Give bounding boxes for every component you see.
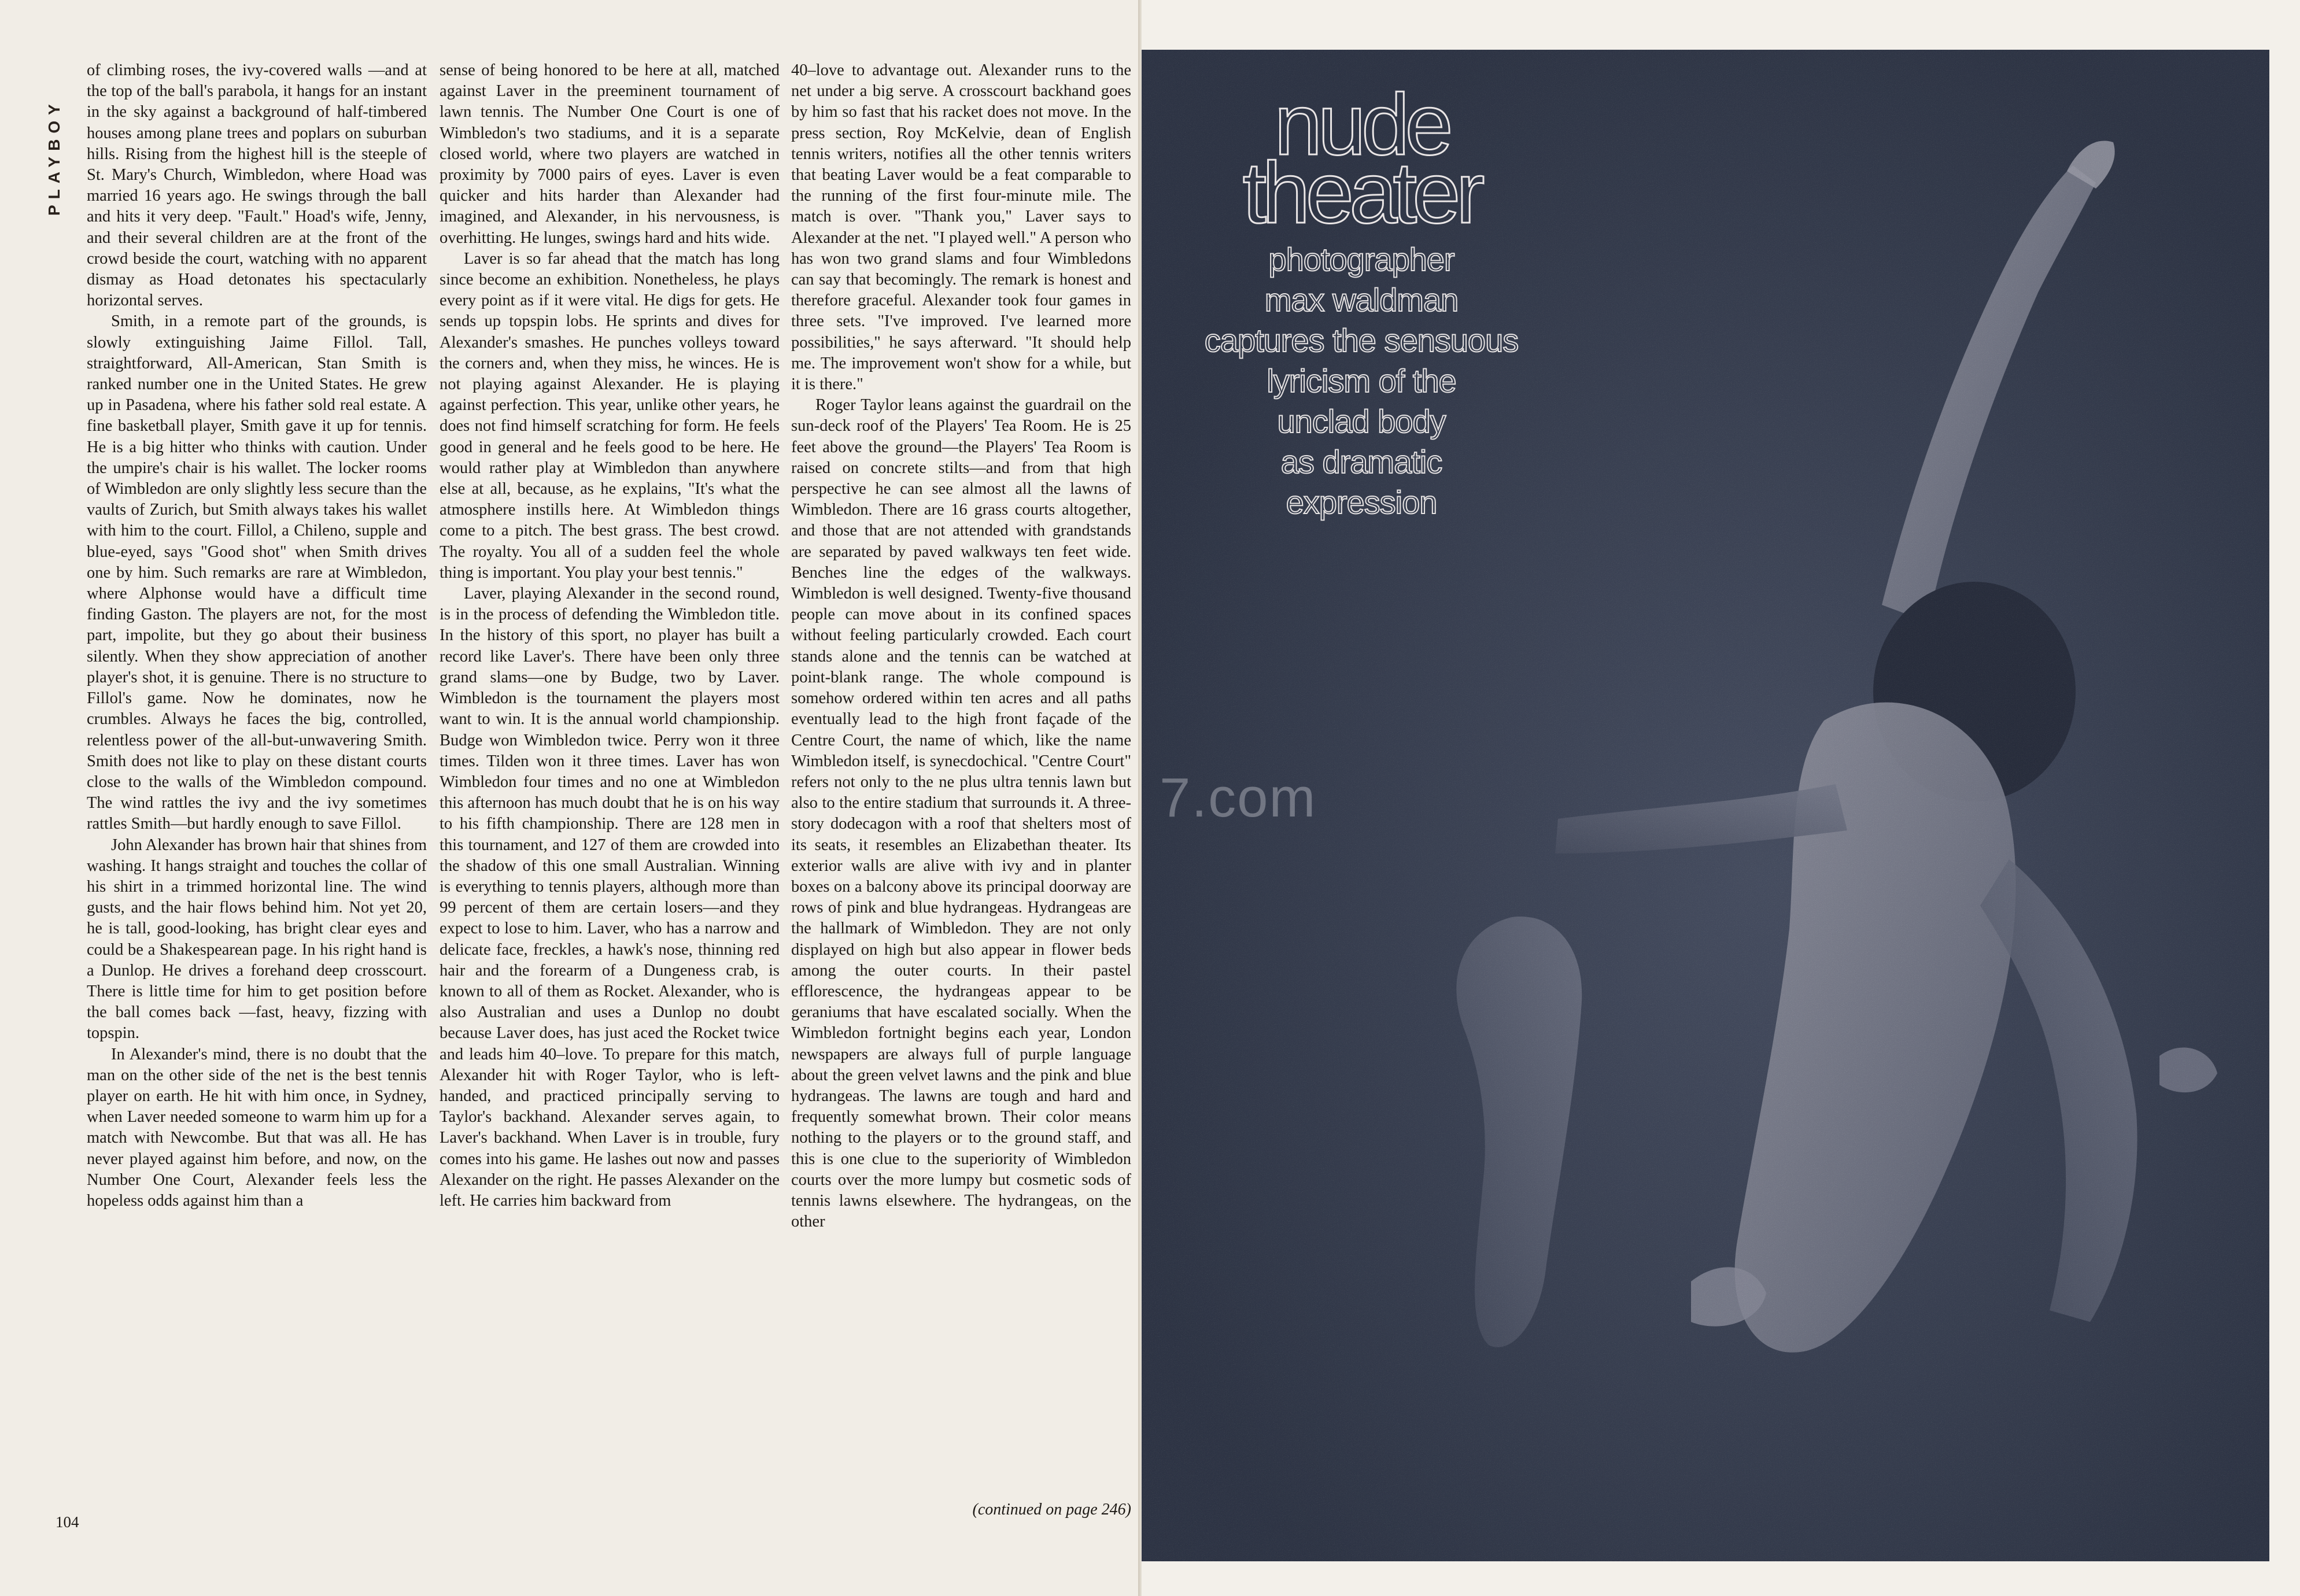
- masthead: PLAYBOY: [45, 98, 63, 216]
- paragraph: Laver is so far ahead that the match has long since become an exhibition. Nonetheless, he plays every point as if it were vital. He digs for gets. He sends up topspin lobs. He sprints and dives for Alexander's smashes. He punches volleys toward the corners and, when they miss, he winces. He is not playing against Alexander. He is playing against perfection. This year, unlike other years, he does not find himself scratching for form. He feels good in general and he feels good to be here. He would rather play at Wimbledon than anywhere else at all, because, as he explains, "It's what the atmosphere instills here. At Wimbledon things come to a pitch. The best grass. The best crowd. The royalty. You all of a sudden feel the whole thing is important. You play your best tennis.": [440, 249, 780, 582]
- paragraph: In Alexander's mind, there is no doubt that the man on the other side of the net is the best tennis player on earth. He hit with him once, in Sydney, when Laver needed someone to warm him up for a match with Newcombe. But that was all. He has never played against him before, and now, on the Number One Court, Alexander feels less the hopeless odds against him than a: [87, 1045, 427, 1210]
- subtitle-line: max waldman: [1264, 282, 1459, 318]
- text-column-2: [440, 60, 780, 1211]
- subtitle-line: expression: [1286, 484, 1437, 520]
- watermark: 7.com: [1160, 767, 1317, 829]
- text-column-3: [791, 60, 1131, 1232]
- subtitle-line: lyricism of the: [1267, 363, 1456, 399]
- continued-note: (continued on page 246): [972, 1501, 1131, 1519]
- paragraph: Laver, playing Alexander in the second round, is in the process of defending the Wimbledon title. In the history of this sport, no player has built a record like Laver's. There have been only three grand slams—one by Budge, two by Laver. Wimbledon is the tournament the players most want to win. It is the annual world championship. Budge won Wimbledon twice. Perry won it three times. Tilden won it three times. Laver has won Wimbledon four times and no one at Wimbledon this afternoon has much doubt that he is on his way to his fifth championship. There are 128 men in this tournament, and 127 of them are crowded into the shadow of this one small Australian. Winning is everything to tennis players, although more than 99 percent of them are certain losers—and they expect to lose to him. Laver, who has a narrow and delicate face, freckles, a hawk's nose, thinning red hair and the forearm of a Dungeness crab, is known to all of them as Rocket. Alexander, who is also Australian and uses a Dunlop no doubt because Laver does, has just aced the Rocket twice and leads him 40–love. To prepare for this match, Alexander hit with Roger Taylor, who is left-handed, and practiced principally serving to Taylor's backhand. Alexander serves again, to Laver's backhand. When Laver is in trouble, fury comes into his game. He lashes out now and passes Alexander on the right. He passes Alexander on the left. He carries him backward from: [440, 585, 780, 1210]
- paragraph: 40–love to advantage out. Alexander runs to the net under a big serve. A crosscourt backhand goes by him so fast that his racket does not move. In the press section, Roy McKelvie, dean of English tennis writers, notifies all the other tennis writers that beating Laver would be a feat comparable to the running of the first four-minute mile. The match is over. "Thank you," Laver says to Alexander at the net. "I played well." A person who has won two grand slams and four Wimbledons can say that becomingly. The remark is honest and therefore graceful. Alexander took four games in three sets. "I've improved. I've learned more possibilities," he says afterward. "It should help me. The improvement won't show for a while, but it is there.": [791, 61, 1131, 394]
- paragraph: sense of being honored to be here at all, matched against Laver in the preeminent tournament of lawn tennis. The Number One Court is one of Wimbledon's two stadiums, and it is a separate closed world, where two players are watched in proximity by 7000 pairs of eyes. Laver is even quicker and hits harder than Alexander had imagined, and Alexander, in his nervousness, is overhitting. He lunges, swings hard and hits wide.: [440, 61, 780, 247]
- subtitle-line: as dramatic: [1280, 444, 1442, 480]
- feature-title-line-1: nude: [1274, 76, 1449, 173]
- feature-subtitle: [1165, 239, 1558, 523]
- page-number: 104: [56, 1513, 79, 1531]
- text-column-1: [87, 60, 427, 1211]
- paragraph: Roger Taylor leans against the guardrail on the sun-deck roof of the Players' Tea Room. He is 25 feet above the ground—the Players' Tea Room is raised on concrete stilts—and from that high perspective he can see almost all the lawns of Wimbledon. There are 16 grass courts altogether, and those that are not attended with grandstands are separated by paved walkways ten feet wide. Benches line the edges of the walkways. Wimbledon is well designed. Twenty-five thousand people can move about in its confined spaces without feeling particularly crowded. Each court stands alone and the tennis can be watched at point-blank range. The whole compound is somehow ordered within ten acres and all paths eventually lead to the high front façade of the Centre Court, the name of which, like the name Wimbledon itself, is synecdochical. "Centre Court" refers not only to the ne plus ultra tennis lawn but also to the entire stadium that surrounds it. A three-story dodecagon with a roof that shelters most of its seats, it resembles an Elizabethan theater. Its exterior walls are alive with ivy and in planter boxes on a balcony above its principal doorway are rows of pink and blue hydrangeas. Hydrangeas are the hallmark of Wimbledon. They are not only displayed on high but also appear in flower beds among the outer courts. In their pastel efflorescence, the hydrangeas appear to be geraniums that have escalated socially. When the Wimbledon fortnight begins each year, London newspapers are always full of purple language about the green velvet lawns and the pink and blue hydrangeas. The lawns are tough and hard and frequently somewhat brown. Their color means nothing to the players or to the ground staff, and this is one clue to the superiority of Wimbledon courts over the more lumpy but cosmetic sods of tennis lawns elsewhere. The hydrangeas, on the other: [791, 396, 1131, 1231]
- paragraph: of climbing roses, the ivy-covered walls —and at the top of the ball's parabola, it hangs for an instant in the sky against a background of half-timbered houses among plane trees and poplars on suburban hills. Rising from the highest hill is the steeple of St. Mary's Church, Wimbledon, where Hoad was married 16 years ago. He swings through the ball and hits it very deep. "Fault." Hoad's wife, Jenny, and their several children are at the front of the crowd beside the court, watching with no apparent dismay as Hoad detonates his spectacularly horizontal serves.: [87, 61, 427, 310]
- paragraph: John Alexander has brown hair that shines from washing. It hangs straight and touches the collar of his shirt in a trimmed horizontal line. The wind gusts, and the hair flows behind him. Not yet 20, he is tall, good-looking, has bright clear eyes and could be a Shakespearean page. In his right hand is a Dunlop. He drives a forehand deep crosscourt. There is little time for him to get position before the ball comes back —fast, heavy, fizzing with topspin.: [87, 836, 427, 1043]
- subtitle-line: photographer: [1268, 241, 1454, 278]
- subtitle-line: unclad body: [1277, 403, 1446, 439]
- left-page: [0, 0, 1138, 1596]
- paragraph: Smith, in a remote part of the grounds, is slowly extinguishing Jaime Fillol. Tall, straightforward, All-American, Stan Smith is ranked number one in the United States. He grew up in Pasadena, where his father sold real estate. A fine basketball player, Smith gave it up for tennis. He is a big hitter who thinks with caution. Under the umpire's chair is his wallet. The locker rooms of Wimbledon are only slightly less secure than the vaults of Zurich, but Smith always takes his wallet with him to the court. Fillol, a Chileno, supple and blue-eyed, says "Good shot" when Smith drives one by him. Such remarks are rare at Wimbledon, where Alphonse would have a difficult time finding Gaston. The players are not, for the most part, impolite, but they go about their business silently. When they show appreciation of another player's shot, it is genuine. There is no structure to Fillol's game. Now he dominates, now he crumbles. Always he faces the big, controlled, relentless power of the all-but-unwavering Smith. Smith does not like to play on these distant courts close to the walls of the Wimbledon compound. The wind rattles the ivy and the ivy sometimes rattles Smith—but hardly enough to save Fillol.: [87, 312, 427, 833]
- feature-title-block: [1165, 76, 1558, 523]
- subtitle-line: captures the sensuous: [1204, 322, 1519, 359]
- feature-title-line-2: theater: [1242, 144, 1481, 241]
